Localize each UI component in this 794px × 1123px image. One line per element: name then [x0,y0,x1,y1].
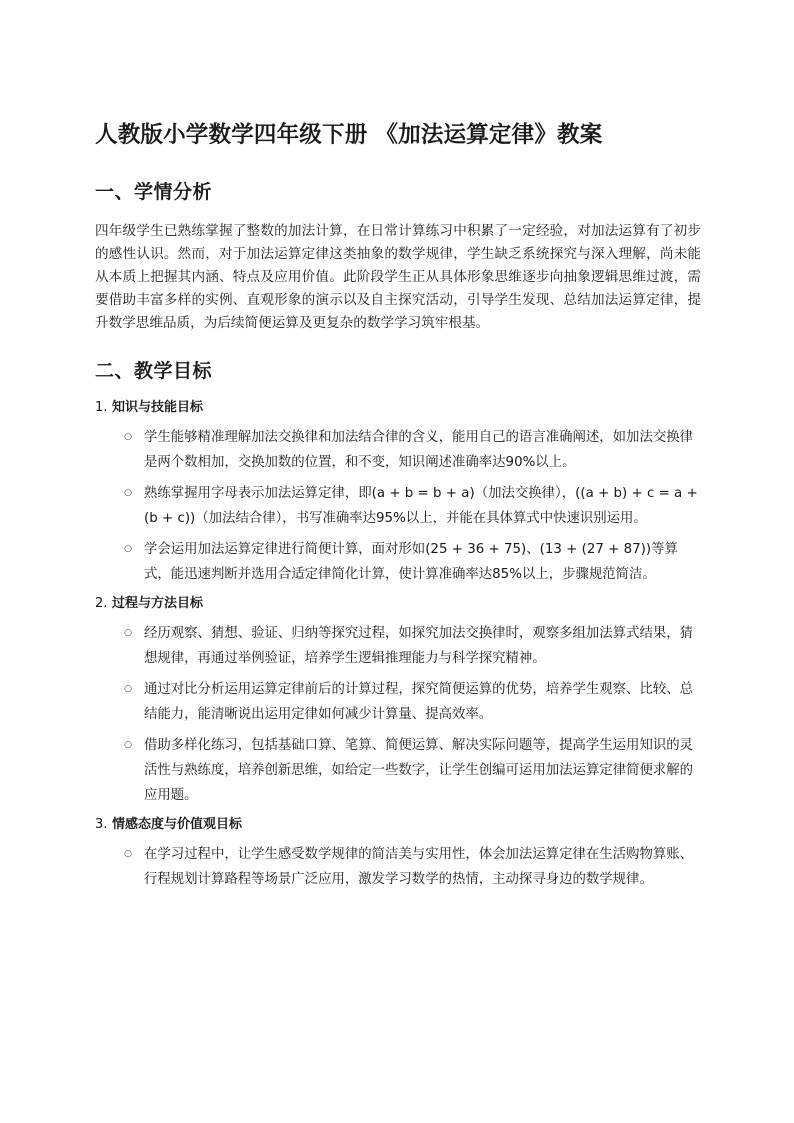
goal-title: 情感态度与价值观目标 [112,817,243,832]
bullet-circle-icon: ○ [124,544,132,554]
bullet-circle-icon: ○ [124,432,132,442]
goal-items [95,425,701,587]
goal-item [95,481,701,531]
bullet-circle-icon: ○ [124,684,132,694]
goal-emotion-values [95,814,701,892]
goal-item [95,537,701,587]
goal-number: 2. [95,596,108,611]
goal-item-text: 通过对比分析运用运算定律前后的计算过程，探究简便运算的优势，培养学生观察、比较、总结能力，能清晰说出运用定律如何减少计算量、提高效率。 [144,682,694,722]
goal-item [95,425,701,475]
goal-item [95,621,701,671]
document-page [95,118,701,892]
goal-process-methods [95,593,701,808]
goal-knowledge-skills [95,397,701,587]
learner-analysis-paragraph: 四年级学生已熟练掌握了整数的加法计算，在日常计算练习中积累了一定经验，对加法运算有了初步的感性认识。然而，对于加法运算定律这类抽象的数学规律，学生缺乏系统探究与深入理解，尚未能从本质上把握其内涵、特点及应用价值。此阶段学生正从具体形象思维逐步向抽象逻辑思维过渡，需要借助丰富多样的实例、直观形象的演示以及自主探究活动，引导学生发现、总结加法运算定律，提升数学思维品质，为后续简便运算及更复杂的数学学习筑牢根基。 [95,223,701,331]
section-heading-teaching-goals: 二、教学目标 [95,360,213,382]
goal-heading [95,814,701,836]
bullet-circle-icon: ○ [124,849,132,859]
goal-number: 3. [95,817,108,832]
bullet-circle-icon: ○ [124,628,132,638]
goal-items [95,621,701,808]
goal-item-text: 在学习过程中，让学生感受数学规律的简洁美与实用性，体会加法运算定律在生活购物算账、行程规划计算路程等场景广泛应用，激发学习数学的热情，主动探寻身边的数学规律。 [144,847,694,887]
goal-item-text: 借助多样化练习，包括基础口算、笔算、简便运算、解决实际问题等，提高学生运用知识的灵活性与熟练度，培养创新思维，如给定一些数字，让学生创编可运用加法运算定律简便求解的应用题。 [144,738,694,803]
goal-item [95,733,701,808]
goal-item [95,842,701,892]
goal-heading [95,397,701,419]
goal-number: 1. [95,400,108,415]
goal-item [95,677,701,727]
bullet-circle-icon: ○ [124,488,132,498]
goal-items [95,842,701,892]
goal-item-text: 经历观察、猜想、验证、归纳等探究过程，如探究加法交换律时，观察多组加法算式结果，猜想规律，再通过举例验证，培养学生逻辑推理能力与科学探究精神。 [144,626,694,666]
goal-item-text: 学生能够精准理解加法交换律和加法结合律的含义，能用自己的语言准确阐述，如加法交换律是两个数相加，交换加数的位置，和不变，知识阐述准确率达90%以上。 [144,430,694,470]
section-heading-learner-analysis: 一、学情分析 [95,181,213,203]
goal-title: 过程与方法目标 [112,596,204,611]
goal-item-text: 熟练掌握用字母表示加法运算定律，即(a + b = b + a)（加法交换律），((a + b) + c = a + (b + c))（加法结合律），书写准确率达95%以上，并能在具体算式中快速识别运用。 [144,486,698,526]
document-title: 人教版小学数学四年级下册 《加法运算定律》教案 [95,122,603,148]
goal-title: 知识与技能目标 [112,400,204,415]
goals-list [95,397,701,892]
goal-item-text: 学会运用加法运算定律进行简便计算，面对形如(25 + 36 + 75)、(13 + (27 + 87))等算式，能迅速判断并选用合适定律简化计算，使计算准确率达85%以上，步骤规范简洁。 [144,542,678,582]
goal-heading [95,593,701,615]
bullet-circle-icon: ○ [124,740,132,750]
